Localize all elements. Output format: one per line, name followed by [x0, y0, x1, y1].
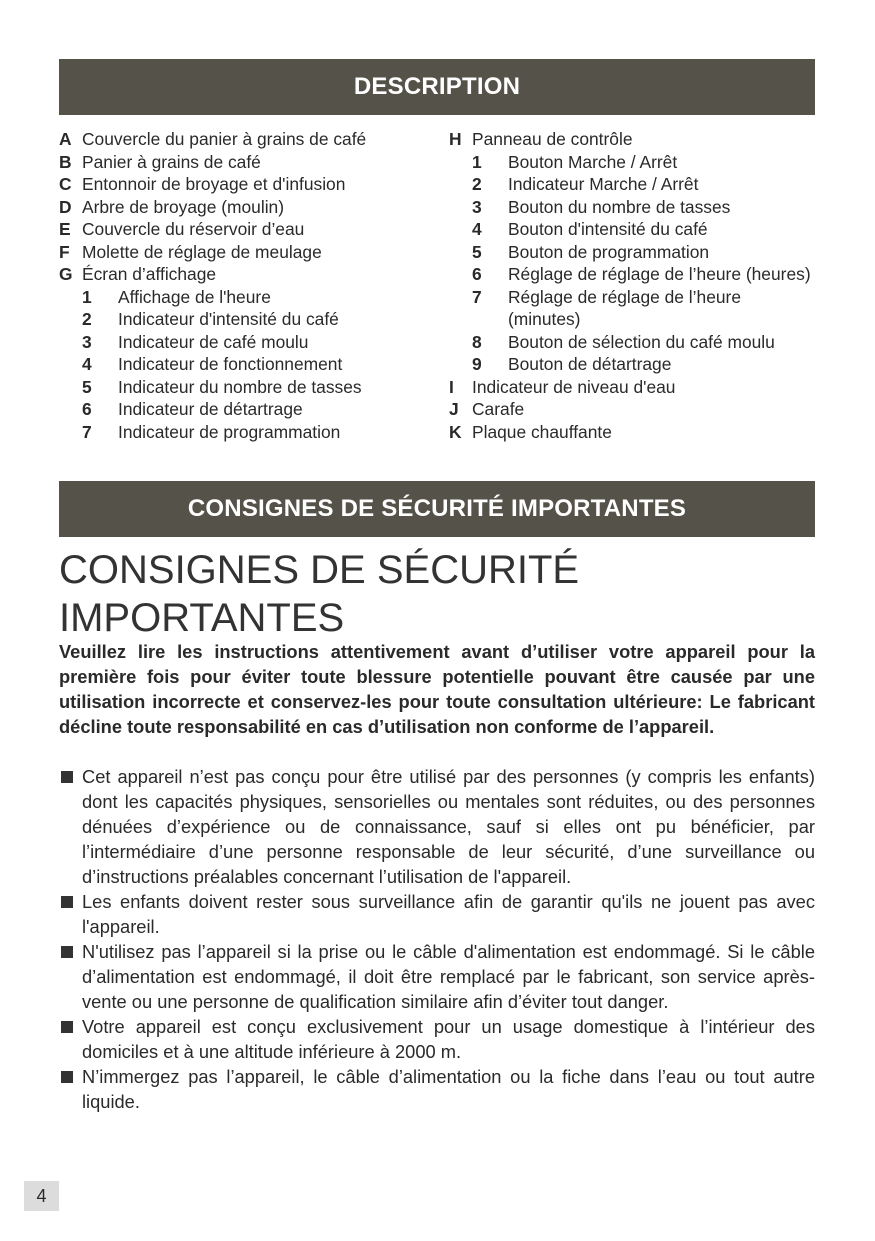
- sub-item: [449, 353, 815, 376]
- safety-banner: CONSIGNES DE SÉCURITÉ IMPORTANTES: [59, 481, 815, 537]
- sub-item-number: 1: [472, 151, 482, 172]
- square-bullet-icon: [59, 939, 82, 1014]
- list-item: [449, 128, 815, 151]
- item-letter: B: [59, 151, 72, 172]
- list-item: [449, 376, 815, 399]
- sub-item-text: Indicateur de programmation: [118, 421, 341, 442]
- bullet-text: Cet appareil n’est pas conçu pour être utilisé par des personnes (y compris les enfants) dont les capacités physiques, sensorielles ou mentales sont réduites, ou des personnes dénuées d’expérience ou de connaissance, sauf si elles ont pu bénéficier, par l’intermédiaire d’une personne responsable de leur sécurité, d’une surveillance ou d’instructions préalables concernant l’utilisation de l'appareil.: [82, 766, 815, 887]
- item-text: Entonnoir de broyage et d'infusion: [82, 174, 346, 194]
- item-text: Panneau de contrôle: [472, 129, 633, 149]
- sub-item-number: 7: [82, 421, 92, 442]
- sub-item-text: Bouton de détartrage: [508, 354, 672, 374]
- item-letter: E: [59, 219, 71, 239]
- sub-item-number: 2: [82, 309, 92, 329]
- bullet-text: N’immergez pas l’appareil, le câble d’alimentation ou la fiche dans l’eau ou tout autre liquide.: [82, 1066, 815, 1112]
- safety-intro: Veuillez lire les instructions attentivement avant d’utiliser votre appareil pour la première fois pour éviter toute blessure potentielle pouvant être causée par une utilisation incorrecte et conservez-les pour toute consultation ultérieure: Le fabricant décline toute responsabilité en cas d’utilisation non conforme de l’appareil.: [59, 641, 815, 737]
- item-text: Couvercle du réservoir d’eau: [82, 219, 305, 239]
- sub-item-number: 8: [472, 331, 482, 352]
- item-text: Arbre de broyage (moulin): [82, 196, 285, 217]
- sub-item-text: Réglage de réglage de l’heure (heures): [508, 264, 811, 284]
- square-bullet-icon: [59, 889, 82, 939]
- sub-item-number: 3: [472, 196, 482, 217]
- description-column-right: [449, 128, 815, 443]
- sub-item-text: Bouton d'intensité du café: [508, 219, 708, 239]
- list-item: [59, 241, 439, 264]
- sub-item-number: 2: [472, 174, 482, 194]
- bullet-item: [59, 1014, 815, 1064]
- sub-item-text: Bouton Marche / Arrêt: [508, 151, 678, 172]
- sub-item: [59, 421, 439, 444]
- item-text: Panier à grains de café: [82, 151, 261, 172]
- bullet-text: Votre appareil est conçu exclusivement pour un usage domestique à l’intérieur des domiciles et à une altitude inférieure à 2000 m.: [82, 1016, 815, 1062]
- sub-item-text: Réglage de réglage de l’heure (minutes): [508, 286, 742, 329]
- sub-item-number: 5: [472, 241, 482, 262]
- sub-item: [59, 286, 439, 309]
- sub-item-text: Bouton du nombre de tasses: [508, 196, 731, 217]
- item-text: Écran d’affichage: [82, 264, 217, 284]
- sub-item: [449, 196, 815, 219]
- item-text: Molette de réglage de meulage: [82, 241, 322, 262]
- bullet-item: [59, 1064, 815, 1114]
- sub-item: [449, 151, 815, 174]
- sub-item: [449, 173, 815, 196]
- sub-item: [59, 353, 439, 376]
- bullet-text: Les enfants doivent rester sous surveillance afin de garantir qu'ils ne jouent pas avec l'appareil.: [82, 891, 815, 937]
- list-item: [449, 398, 815, 421]
- list-item: [449, 421, 815, 444]
- sub-item-number: 6: [82, 399, 92, 419]
- sub-item-text: Bouton de programmation: [508, 241, 710, 262]
- sub-item: [449, 263, 815, 286]
- sub-item-number: 9: [472, 354, 482, 374]
- sub-item-number: 7: [472, 286, 482, 307]
- bullet-item: [59, 939, 815, 1014]
- item-text: Indicateur de niveau d'eau: [472, 376, 676, 397]
- item-letter: G: [59, 264, 73, 284]
- sub-item-number: 3: [82, 331, 92, 352]
- sub-item-number: 5: [82, 376, 92, 397]
- list-item: [59, 263, 439, 286]
- safety-bullet-list: [59, 764, 815, 1114]
- bullet-item: [59, 889, 815, 939]
- sub-item-text: Indicateur d'intensité du café: [118, 309, 339, 329]
- square-bullet-icon: [59, 764, 82, 889]
- item-letter: F: [59, 241, 70, 262]
- item-letter: I: [449, 376, 454, 397]
- sub-item: [449, 286, 815, 331]
- list-item: [59, 128, 439, 151]
- sub-item-number: 4: [82, 354, 92, 374]
- sub-item-text: Bouton de sélection du café moulu: [508, 331, 775, 352]
- bullet-text: N'utilisez pas l’appareil si la prise ou le câble d'alimentation est endommagé. Si le câble d’alimentation est endommagé, il doit être remplacé par le fabricant, son service après-vente ou une personne de qualification similaire afin d’éviter tout danger.: [82, 941, 815, 1012]
- item-letter: J: [449, 399, 459, 419]
- description-column-left: [59, 128, 439, 443]
- item-letter: C: [59, 174, 72, 194]
- item-letter: H: [449, 129, 462, 149]
- square-bullet-icon: [59, 1014, 82, 1064]
- sub-item-text: Indicateur Marche / Arrêt: [508, 174, 699, 194]
- sub-item: [59, 331, 439, 354]
- item-text: Couvercle du panier à grains de café: [82, 129, 367, 149]
- item-letter: K: [449, 421, 462, 442]
- sub-item: [59, 308, 439, 331]
- list-item: [59, 173, 439, 196]
- description-banner: DESCRIPTION: [59, 59, 815, 115]
- list-item: [59, 218, 439, 241]
- sub-item-text: Indicateur du nombre de tasses: [118, 376, 362, 397]
- bullet-item: [59, 764, 815, 889]
- sub-item-number: 4: [472, 219, 482, 239]
- item-letter: A: [59, 129, 72, 149]
- sub-item-text: Indicateur de fonctionnement: [118, 354, 343, 374]
- item-text: Plaque chauffante: [472, 421, 612, 442]
- sub-item-text: Affichage de l'heure: [118, 286, 271, 307]
- safety-title: CONSIGNES DE SÉCURITÉ IMPORTANTES: [59, 548, 580, 640]
- square-bullet-icon: [59, 1064, 82, 1114]
- sub-item: [449, 218, 815, 241]
- sub-item: [59, 398, 439, 421]
- sub-item-number: 1: [82, 286, 92, 307]
- sub-item-text: Indicateur de café moulu: [118, 331, 309, 352]
- list-item: [59, 196, 439, 219]
- sub-item: [449, 241, 815, 264]
- item-letter: D: [59, 196, 72, 217]
- page-number: 4: [24, 1181, 59, 1211]
- sub-item-number: 6: [472, 264, 482, 284]
- sub-item-text: Indicateur de détartrage: [118, 399, 303, 419]
- item-text: Carafe: [472, 399, 525, 419]
- sub-item: [59, 376, 439, 399]
- sub-item: [449, 331, 815, 354]
- list-item: [59, 151, 439, 174]
